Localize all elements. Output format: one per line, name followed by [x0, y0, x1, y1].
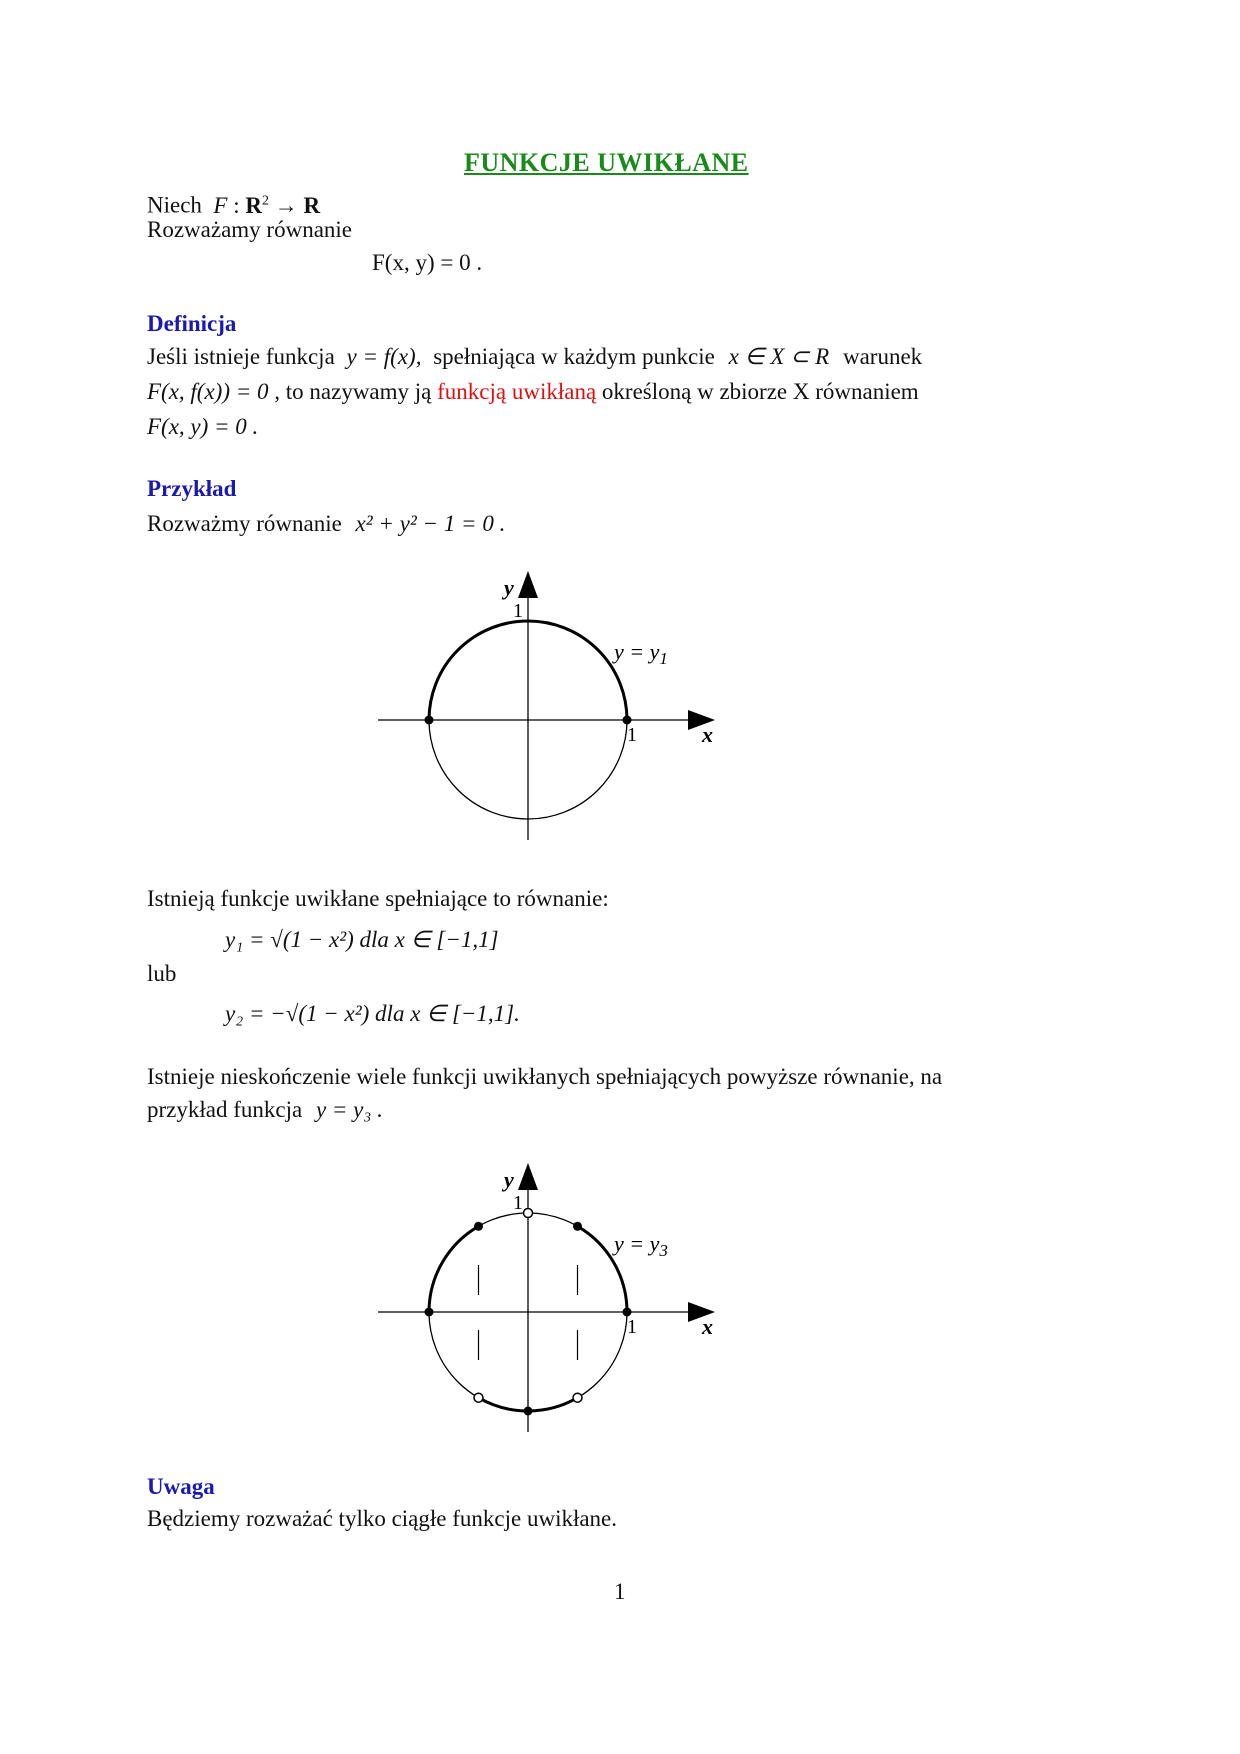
mapping-formula: F : $R^2 \to R$ [213, 192, 321, 218]
point-upper-left [474, 1222, 483, 1231]
definition-line1-mid: spełniająca w każdym punkcie [433, 344, 715, 369]
open-point-top [524, 1209, 533, 1218]
example-line-text: Rozważmy równanie [147, 511, 342, 536]
top-tick-label: 1 [513, 1192, 523, 1214]
infinite-line-2 [147, 1095, 383, 1125]
open-point-lower-left [474, 1393, 483, 1402]
page-number: 1 [614, 1579, 626, 1604]
definition-function: y = f(x), [346, 344, 422, 369]
example-heading: Przykład [147, 476, 237, 501]
y-axis-label: y [504, 1167, 514, 1192]
definition-line2-pre: to nazywamy ją [285, 379, 432, 404]
point-bottom [524, 1407, 533, 1416]
example-equation: x² + y² − 1 = 0 . [355, 511, 506, 536]
point-left [425, 716, 434, 725]
infinite-line2-pre: przykład funkcja [147, 1097, 303, 1122]
remark-text: Będziemy rozważać tylko ciągłe funkcje uwikłane. [147, 1506, 618, 1531]
definition-line1-pre: Jeśli istnieje funkcja [147, 344, 335, 369]
y-axis-arrow [518, 1163, 538, 1190]
solutions-or: lub [147, 961, 177, 986]
solution-y2: y₂ = −√(1 − x²) dla x ∈ [−1,1]. [225, 1001, 520, 1026]
top-tick-label: 1 [513, 600, 523, 622]
point-upper-right [573, 1222, 582, 1231]
infinite-line-1: Istnieje nieskończenie wiele funkcji uwikłanych spełniających powyższe równanie, na [147, 1064, 943, 1089]
right-tick-label: 1 [627, 1316, 637, 1338]
x-axis-label: x [702, 722, 713, 747]
example-line [147, 509, 505, 539]
definition-heading: Definicja [147, 311, 237, 336]
definition-line-3: F(x, y) = 0 . [147, 414, 259, 439]
x-axis-label: x [702, 1314, 713, 1339]
definition-line-1 [147, 342, 922, 372]
curve-label [612, 639, 668, 668]
point-left [425, 1308, 434, 1317]
y3-upper-left-arc [429, 1226, 479, 1312]
unit-circle-figure-1 [370, 565, 730, 845]
curve-label-main: y = y [614, 1231, 660, 1256]
solution-y1: y₁ = √(1 − x²) dla x ∈ [−1,1] [225, 927, 499, 952]
definition-line2-post: określoną w zbiorze X równaniem [601, 379, 919, 404]
intro-let-prefix: Niech [147, 192, 202, 218]
definition-condition: F(x, f(x)) = 0 , [147, 379, 281, 404]
definition-set: x ∈ X ⊂ R [728, 344, 830, 369]
right-tick-label: 1 [627, 724, 637, 746]
curve-label-main: y = y [614, 639, 660, 664]
solutions-intro: Istnieją funkcje uwikłane spełniające to równanie: [147, 886, 609, 911]
implicit-function-term: funkcją uwikłaną [437, 379, 597, 404]
remark-heading: Uwaga [147, 1474, 215, 1499]
open-point-lower-right [573, 1393, 582, 1402]
y-axis-arrow [518, 571, 538, 598]
definition-line1-post: warunek [842, 344, 923, 369]
curve-label-sub: 3 [659, 1241, 668, 1260]
curve-label-sub: 1 [659, 649, 668, 668]
curve-label [612, 1231, 668, 1260]
intro-equation: F(x, y) = 0 . [372, 250, 483, 275]
infinite-equation: y = y₃ . [315, 1097, 383, 1122]
y-axis-label: y [504, 575, 514, 600]
page-title: FUNKCJE UWIKŁANE [464, 148, 749, 177]
definition-line-2 [147, 377, 919, 407]
intro-consider: Rozważamy równanie [147, 217, 353, 242]
unit-circle-figure-2 [370, 1155, 730, 1435]
